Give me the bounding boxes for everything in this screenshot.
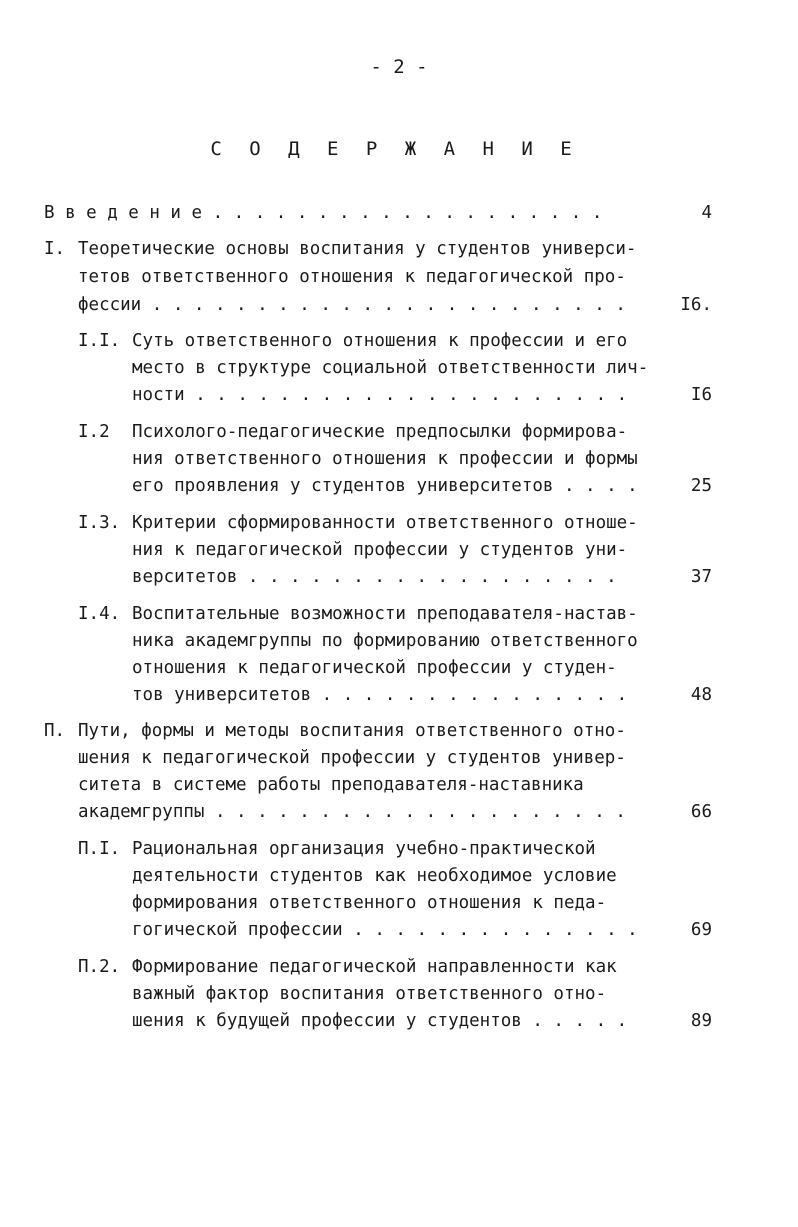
page-number: - 2 - — [370, 56, 428, 78]
toc-entry-page: 37 — [690, 567, 712, 587]
toc-entry-page: 66 — [690, 802, 712, 822]
toc-entry-number: I.I. — [78, 331, 121, 351]
toc-entry-text: ния к педагогической профессии у студентов уни- — [132, 540, 628, 560]
toc-entry-page: I6 — [690, 385, 712, 405]
toc-entry-number: I.2 — [78, 422, 110, 442]
toc-entry-text: формирования ответственного отношения к педа- — [132, 893, 607, 913]
toc-entry-text: ния ответственного отношения к профессии и формы — [132, 449, 638, 469]
toc-entry-text: гогической профессии . . . . . . . . . . . . . . — [132, 920, 638, 940]
toc-entry-text: Психолого-педагогические предпосылки формирова- — [132, 422, 628, 442]
toc-entry-text: фессии . . . . . . . . . . . . . . . . . . . . . . . — [78, 295, 626, 315]
toc-entry-page: 69 — [690, 920, 712, 940]
toc-entry-number: I.4. — [78, 604, 121, 624]
toc-entry-text: ника академгруппы по формированию ответственного — [132, 631, 638, 651]
toc-entry-text: верситетов . . . . . . . . . . . . . . . . . . — [132, 567, 617, 587]
toc-entry-number: П. — [44, 721, 66, 741]
toc-entry-text: Воспитательные возможности преподавателя-настав- — [132, 604, 638, 624]
toc-entry-text: Теоретические основы воспитания у студентов универси- — [78, 239, 637, 259]
toc-entry-text: академгруппы . . . . . . . . . . . . . . . . . . . . — [78, 802, 626, 822]
toc-entry-text: шения к педагогической профессии у студентов универ- — [78, 748, 626, 768]
toc-entry-page: 89 — [690, 1011, 712, 1031]
toc-title: С О Д Е Р Ж А Н И Е — [210, 138, 580, 160]
toc-entry-number: I. — [44, 239, 66, 259]
toc-entry-text: В в е д е н и е . . . . . . . . . . . . . . . . . . . — [44, 203, 603, 223]
toc-entry-text: Формирование педагогической направленности как — [132, 957, 617, 977]
toc-entry-text: ности . . . . . . . . . . . . . . . . . . . . . — [132, 385, 628, 405]
toc-entry-text: Критерии сформированности ответственного отноше- — [132, 513, 638, 533]
toc-entry-text: Суть ответственного отношения к профессии и его — [132, 331, 628, 351]
toc-entry-number: П.2. — [78, 957, 121, 977]
toc-entry-text: Пути, формы и методы воспитания ответственного отно- — [78, 721, 626, 741]
toc-entry-text: Рациональная организация учебно-практической — [132, 839, 596, 859]
toc-entry-text: тов университетов . . . . . . . . . . . . . . . — [132, 685, 628, 705]
toc-entry-text: его проявления у студентов университетов . . . . — [132, 476, 638, 496]
toc-entry-page: I6. — [680, 295, 712, 315]
toc-entry-page: 48 — [690, 685, 712, 705]
toc-entry-text: отношения к педагогической профессии у студен- — [132, 658, 617, 678]
toc-entry-text: деятельности студентов как необходимое условие — [132, 866, 617, 886]
toc-entry-text: важный фактор воспитания ответственного отно- — [132, 984, 607, 1004]
toc-entry-page: 25 — [690, 476, 712, 496]
toc-entry-text: место в структуре социальной ответственности лич- — [132, 358, 649, 378]
toc-entry-number: П.I. — [78, 839, 121, 859]
toc-entry-text: ситета в системе работы преподавателя-наставника — [78, 775, 584, 795]
toc-entry-text: шения к будущей профессии у студентов . . . . . — [132, 1011, 628, 1031]
toc-entry-number: I.3. — [78, 513, 121, 533]
toc-entry-text: тетов ответственного отношения к педагогической про- — [78, 267, 626, 287]
toc-entry-page: 4 — [701, 203, 712, 223]
